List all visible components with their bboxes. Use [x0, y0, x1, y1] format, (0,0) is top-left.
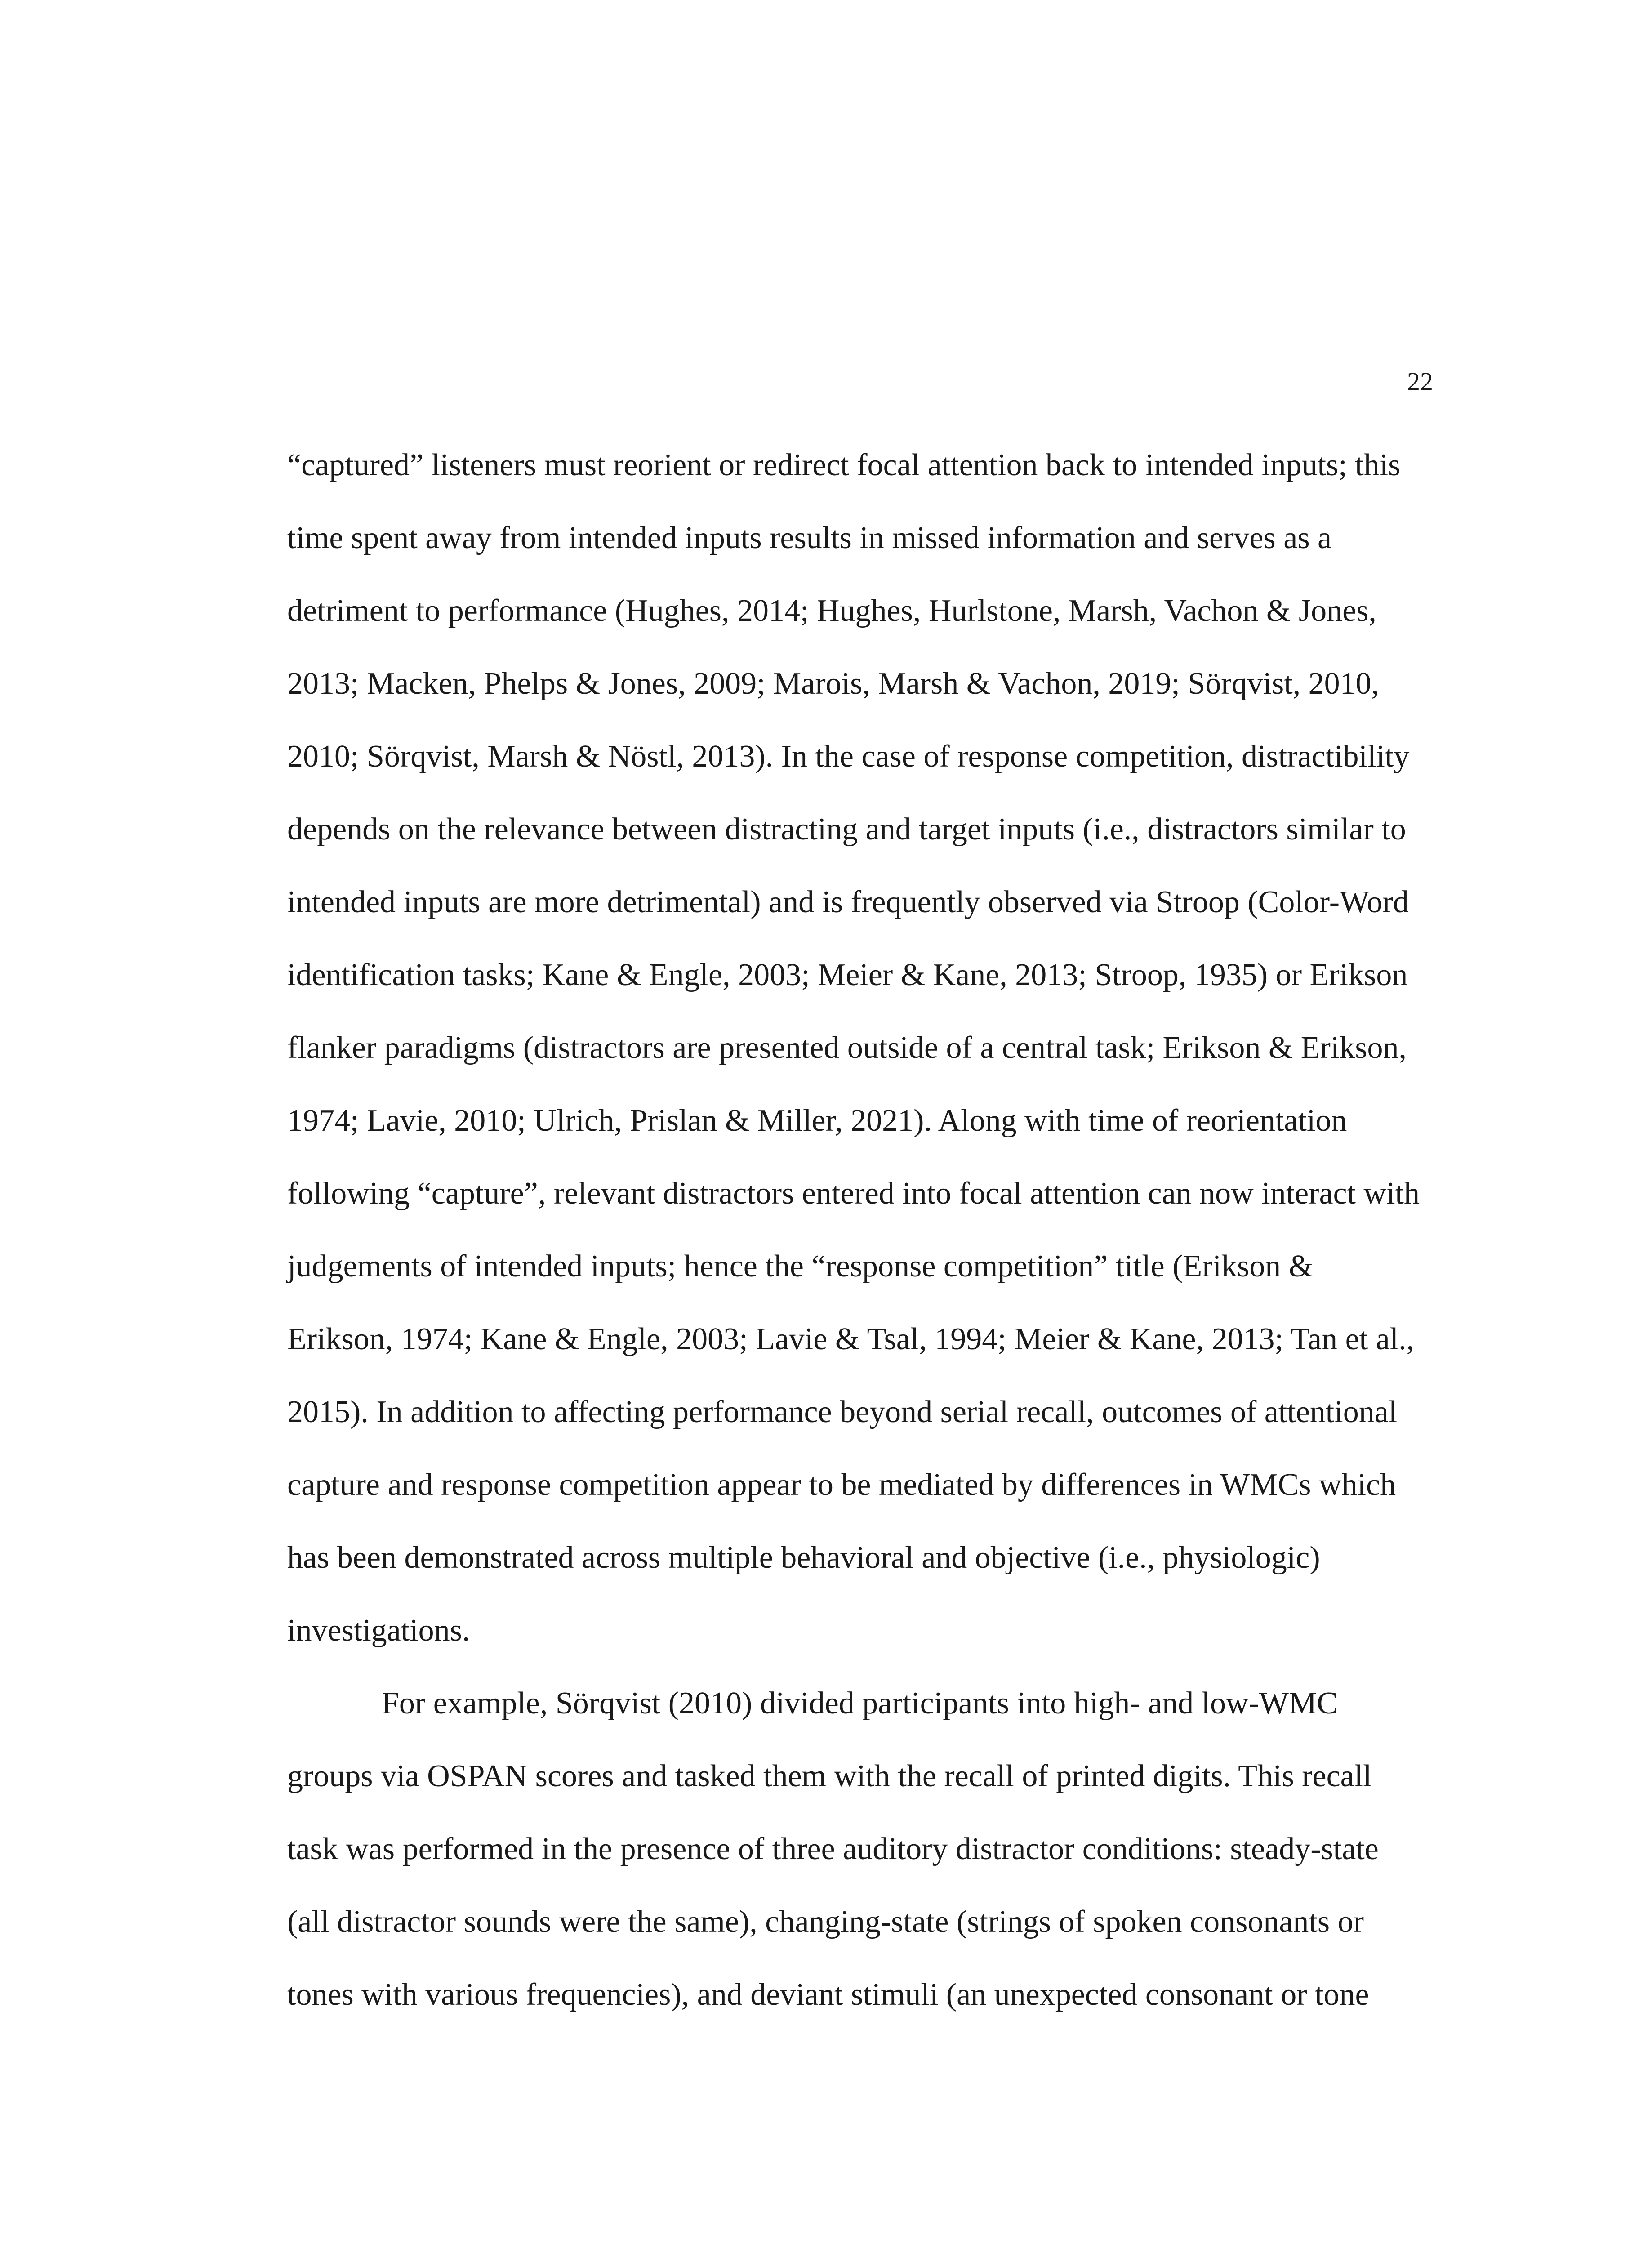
text-line: has been demonstrated across multiple behavioral and objective (i.e., physiologic)	[287, 1540, 1320, 1575]
text-line: identification tasks; Kane & Engle, 2003; Meier & Kane, 2013; Stroop, 1935) or Erikson	[287, 958, 1408, 992]
text-line: following “capture”, relevant distractors entered into focal attention can now interact with	[287, 1176, 1420, 1211]
text-line: investigations.	[287, 1613, 470, 1648]
text-line: depends on the relevance between distracting and target inputs (i.e., distractors similar to	[287, 812, 1406, 847]
text-line: detriment to performance (Hughes, 2014; Hughes, Hurlstone, Marsh, Vachon & Jones,	[287, 593, 1376, 628]
text-line: time spent away from intended inputs results in missed information and serves as a	[287, 521, 1332, 555]
text-line: intended inputs are more detrimental) and is frequently observed via Stroop (Color-Word	[287, 885, 1409, 919]
text-line: task was performed in the presence of three auditory distractor conditions: steady-state	[287, 1832, 1379, 1866]
text-line: 1974; Lavie, 2010; Ulrich, Prislan & Miller, 2021). Along with time of reorientation	[287, 1103, 1347, 1138]
text-line: (all distractor sounds were the same), changing-state (strings of spoken consonants or	[287, 1905, 1364, 1939]
text-line: 2015). In addition to affecting performance beyond serial recall, outcomes of attentional	[287, 1395, 1398, 1429]
text-line: capture and response competition appear to be mediated by differences in WMCs which	[287, 1467, 1396, 1502]
text-line: 2010; Sörqvist, Marsh & Nöstl, 2013). In the case of response competition, distractibility	[287, 739, 1410, 774]
page-number: 22	[1407, 367, 1433, 396]
text-line: judgements of intended inputs; hence the “response competition” title (Erikson &	[287, 1249, 1314, 1284]
text-line: flanker paradigms (distractors are presented outside of a central task; Erikson & Erikson,	[287, 1030, 1407, 1065]
text-line: Erikson, 1974; Kane & Engle, 2003; Lavie & Tsal, 1994; Meier & Kane, 2013; Tan et al.,	[287, 1322, 1415, 1356]
text-line: groups via OSPAN scores and tasked them with the recall of printed digits. This recall	[287, 1759, 1372, 1793]
text-line: For example, Sörqvist (2010) divided participants into high- and low-WMC	[382, 1686, 1338, 1721]
text-line: “captured” listeners must reorient or redirect focal attention back to intended inputs; this	[287, 448, 1401, 482]
text-line: tones with various frequencies), and deviant stimuli (an unexpected consonant or tone	[287, 1977, 1369, 2012]
text-line: 2013; Macken, Phelps & Jones, 2009; Marois, Marsh & Vachon, 2019; Sörqvist, 2010,	[287, 666, 1380, 701]
